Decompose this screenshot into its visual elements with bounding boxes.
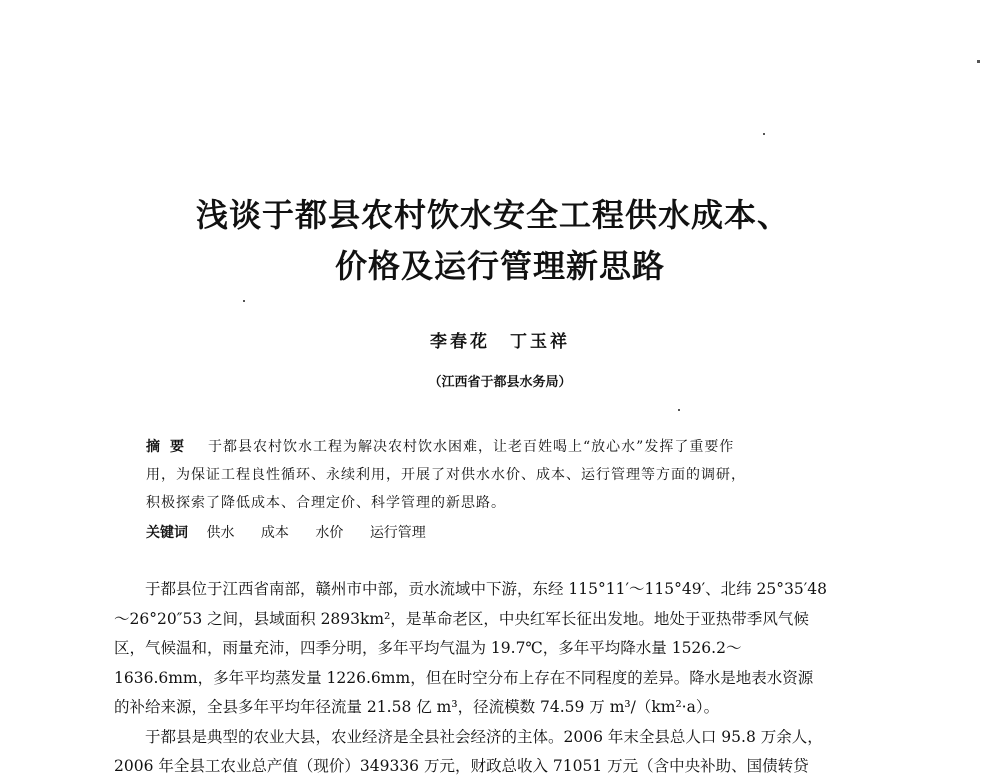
keywords-label: 关键词 xyxy=(146,525,188,541)
keyword: 水价 xyxy=(315,525,344,541)
body-para-1-line-5: 的补给来源，全县多年平均年径流量 21.58 亿 m³，径流模数 74.59 万 m³/（km²·a）。 xyxy=(114,698,720,716)
body-para-1-line-2: ～26°20″53 之间，县域面积 2893km²，是革命老区，中央红军长征出发地。地处于亚热带季风气候 xyxy=(114,609,809,628)
keyword: 供水 xyxy=(206,525,235,541)
keywords xyxy=(146,522,448,542)
body-para-2-line-2: 2006 年全县工农业总产值（现价）349336 万元，财政总收入 71051 万元（含中央补助、国债转贷 xyxy=(114,757,809,775)
title-line-2: 价格及运行管理新思路 xyxy=(334,247,665,285)
keyword: 成本 xyxy=(260,525,289,541)
abstract xyxy=(146,433,876,517)
body-para-1-line-3: 区，气候温和，雨量充沛，四季分明，多年平均气温为 19.7℃，多年平均降水量 1526.2～ xyxy=(114,639,742,657)
scan-speck xyxy=(678,409,680,411)
body-para-2-line-1: 于都县是典型的农业大县，农业经济是全县社会经济的主体。2006 年末全县总人口 95.8 万余人， xyxy=(145,727,823,746)
abstract-text-1: 于都县农村饮水工程为解决农村饮水困难，让老百姓喝上“放心水”发挥了重要作 xyxy=(208,439,735,455)
abstract-line-2: 用，为保证工程良性循环、永续利用，开展了对供水水价、成本、运行管理等方面的调研， xyxy=(146,467,746,483)
body-para-1-line-4: 1636.6mm，多年平均蒸发量 1226.6mm，但在时空分布上存在不同程度的差异。降水是地表水资源 xyxy=(114,668,814,687)
affiliation: （江西省于都县水务局） xyxy=(428,375,572,390)
scan-speck xyxy=(977,60,980,63)
title-line-1: 浅谈于都县农村饮水安全工程供水成本、 xyxy=(195,196,790,234)
authors: 李春花 丁玉祥 xyxy=(430,332,570,352)
abstract-label: 摘要 xyxy=(146,439,194,455)
body-text xyxy=(114,575,890,782)
keyword: 运行管理 xyxy=(369,525,426,541)
scan-speck xyxy=(763,133,765,135)
abstract-line-1 xyxy=(146,433,876,461)
body-para-1-line-1: 于都县位于江西省南部，赣州市中部，贡水流域中下游，东经 115°11′～115°49′、北纬 25°35′48 xyxy=(145,580,827,598)
abstract-line-3: 积极探索了降低成本、合理定价、科学管理的新思路。 xyxy=(146,495,506,511)
scan-speck xyxy=(243,300,245,302)
